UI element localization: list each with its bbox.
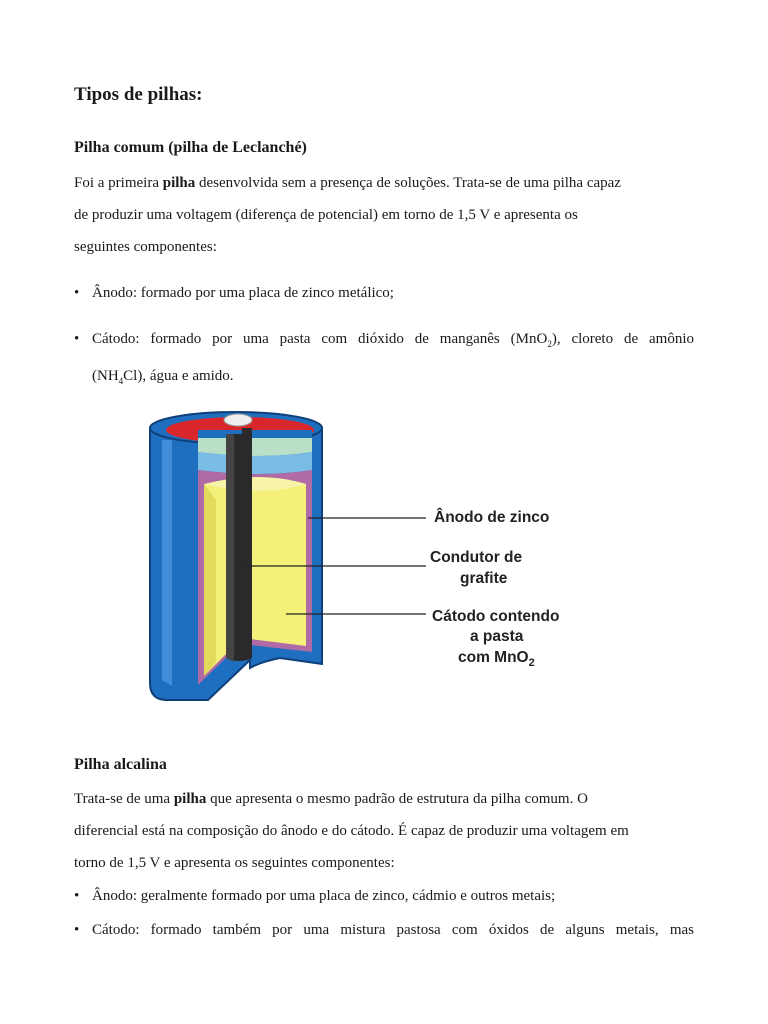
label-cathode-line-2: a pasta	[470, 628, 524, 645]
subscript: 4	[118, 376, 124, 386]
alkaline-intro-line-1	[74, 783, 694, 815]
leclanche-intro-line-3: seguintes componentes:	[74, 239, 217, 255]
bullet-text: Cátodo: formado também por uma mistura pastosa com óxidos de alguns metais, mas	[92, 922, 694, 938]
leclanche-heading: Pilha comum (pilha de Leclanché)	[74, 139, 307, 156]
leclanche-intro-line-1	[74, 167, 694, 199]
text-run: com MnO	[458, 649, 529, 666]
label-anode: Ânodo de zinco	[434, 509, 550, 526]
bullet-text: Ânodo: geralmente formado por uma placa de zinco, cádmio e outros metais;	[92, 888, 556, 904]
seal-light-layer	[198, 438, 312, 456]
bold-text: pilha	[162, 175, 196, 191]
label-cathode-line-1: Cátodo contendo	[432, 608, 560, 625]
bullet-dot: •	[74, 922, 80, 938]
casing-highlight	[162, 440, 172, 686]
alkaline-intro-line-3: torno de 1,5 V e apresenta os seguintes componentes:	[74, 855, 395, 871]
bullet-dot: •	[74, 331, 80, 347]
bullet-dot: •	[74, 285, 80, 301]
text-run: Cl), água e amido.	[123, 368, 234, 384]
text-run: desenvolvida sem a presença de soluções. Trata-se de uma pilha capaz	[195, 175, 621, 191]
text-run: Foi a primeira	[74, 175, 163, 191]
subscript: 2	[528, 657, 535, 669]
cathode-paste-shade	[204, 484, 216, 676]
label-cathode-line-3	[458, 649, 535, 669]
terminal-shape	[224, 414, 252, 426]
leclanche-bullet-cathode	[74, 323, 694, 397]
label-conductor-line-2: grafite	[460, 570, 508, 587]
alkaline-heading: Pilha alcalina	[74, 756, 167, 773]
battery-diagram	[140, 400, 610, 720]
bullet-dot: •	[74, 888, 80, 904]
alkaline-bullet-cathode	[74, 914, 694, 946]
text-run: ), cloreto de amônio	[551, 331, 695, 347]
bullet-text-line-2	[92, 360, 694, 397]
text-run: Trata-se de uma	[74, 791, 174, 807]
text-run: Cátodo: formado por uma pasta com dióxido de manganês (MnO	[92, 331, 548, 347]
section-title: Tipos de pilhas:	[74, 84, 203, 105]
leclanche-bullet-anode	[74, 277, 694, 309]
bullet-text: Ânodo: formado por uma placa de zinco metálico;	[92, 285, 394, 301]
label-conductor-line-1: Condutor de	[430, 549, 523, 566]
leclanche-intro-line-2: de produzir uma voltagem (diferença de potencial) em torno de 1,5 V e apresenta os	[74, 207, 578, 223]
text-run: que apresenta o mesmo padrão de estrutura da pilha comum. O	[206, 791, 588, 807]
bullet-text-line-1	[92, 323, 694, 360]
graphite-rod-shade	[226, 434, 234, 662]
alkaline-intro	[74, 783, 694, 879]
text-run: (NH	[92, 368, 119, 384]
bold-text: pilha	[173, 791, 207, 807]
alkaline-intro-line-2: diferencial está na composição do ânodo e do cátodo. É capaz de produzir uma voltagem em	[74, 823, 629, 839]
leclanche-intro	[74, 167, 694, 263]
alkaline-bullet-anode	[74, 880, 694, 912]
subscript: 2	[547, 339, 552, 349]
